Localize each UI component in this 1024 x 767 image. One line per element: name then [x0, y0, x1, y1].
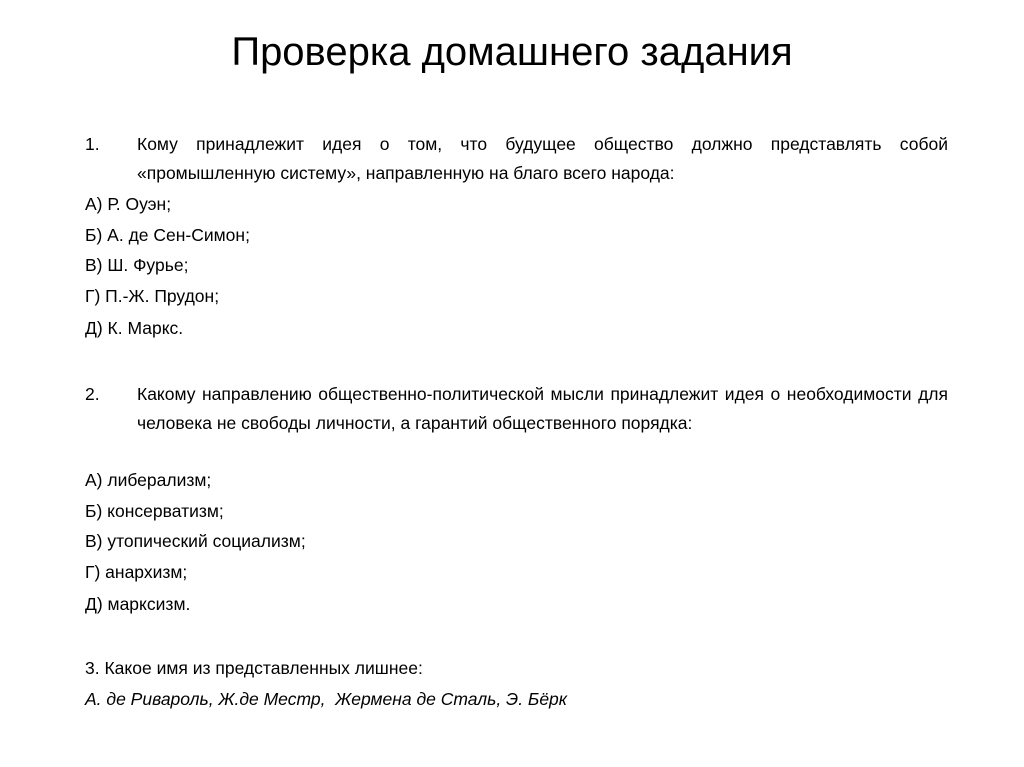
question-1	[85, 130, 948, 188]
question-text: Кому принадлежит идея о том, что будущее общество должно представлять собой «промышленную систему», направленную на благо всего народа:	[137, 134, 948, 183]
question-3-text: 3. Какое имя из представленных лишнее:	[85, 658, 423, 678]
answer-option: А) либерализм;	[85, 470, 212, 490]
question-3-names: А. де Ривароль, Ж.де Местр, Жермена де Сталь, Э. Бёрк	[85, 689, 568, 709]
answer-option: Д) марксизм.	[85, 594, 191, 614]
answer-option: А) Р. Оуэн;	[85, 194, 172, 214]
answer-option: В) утопический социализм;	[85, 531, 306, 551]
answer-option: В) Ш. Фурье;	[85, 255, 189, 275]
answer-option: Г) П.-Ж. Прудон;	[85, 286, 220, 306]
question-number: 2.	[85, 384, 100, 404]
answer-option: Б) А. де Сен-Симон;	[85, 225, 250, 245]
slide-title: Проверка домашнего задания	[231, 30, 793, 74]
answer-option: Д) К. Маркс.	[85, 318, 184, 338]
question-2	[85, 380, 948, 438]
question-text: Какому направлению общественно-политической мысли принадлежит идея о необходимости для человека не свободы личности, а гарантий общественного порядка:	[137, 384, 948, 433]
question-number: 1.	[85, 134, 100, 154]
answer-option: Б) консерватизм;	[85, 501, 224, 521]
answer-option: Г) анархизм;	[85, 562, 188, 582]
